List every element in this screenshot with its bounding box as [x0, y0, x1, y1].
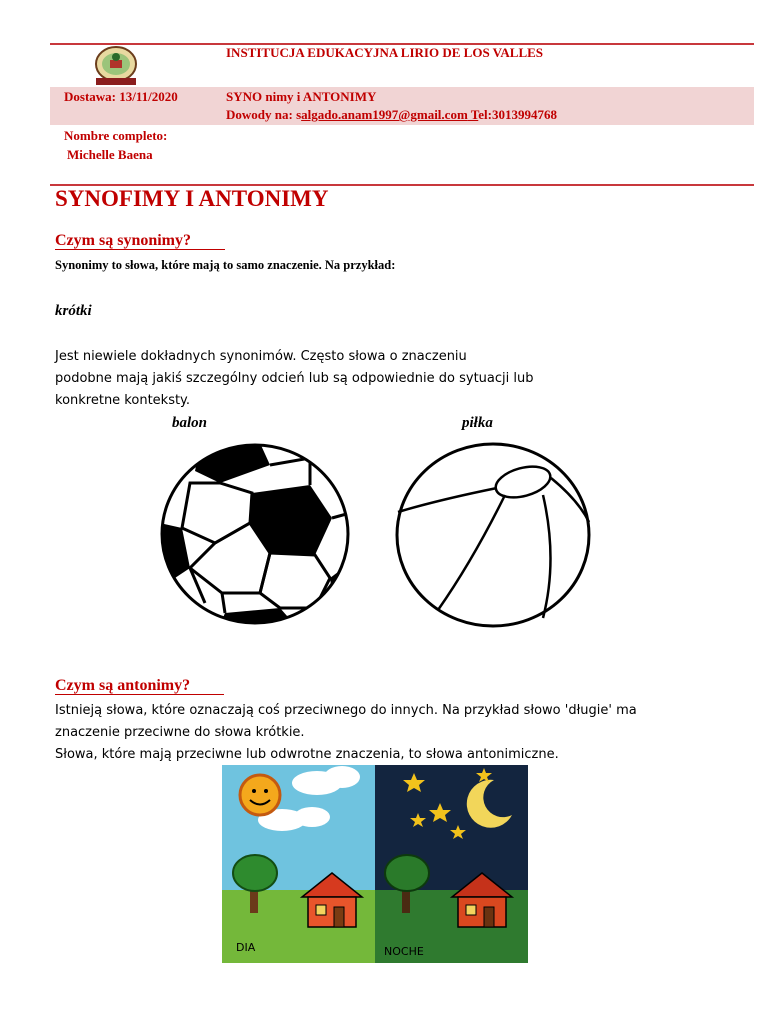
synonyms-heading-text: Czym są synonimy?: [55, 232, 225, 250]
evidence-line: [226, 107, 557, 123]
day-label: DIA: [236, 941, 256, 954]
paragraph-line: konkretne konteksty.: [55, 393, 191, 408]
page-title: SYNOFIMY I ANTONIMY: [55, 186, 329, 211]
school-logo: [92, 44, 140, 86]
name-label: Nombre completo:: [64, 128, 168, 143]
phone-prefix: T: [467, 107, 479, 122]
institution-name: INSTITUCJA EDUKACYJNA LIRIO DE LOS VALLES: [226, 45, 544, 60]
paragraph-line: znaczenie przeciwne do słowa krótkie.: [55, 725, 305, 740]
label-balon: balon: [172, 415, 208, 431]
delivery-date: Dostawa: 13/11/2020: [64, 89, 178, 104]
label-pilka: piłka: [462, 415, 493, 431]
antonyms-heading-text: Czym są antonimy?: [55, 677, 224, 695]
night-label: NOCHE: [384, 945, 424, 958]
paragraph-line: Jest niewiele dokładnych synonimów. Często słowa o znaczeniu: [55, 349, 467, 364]
synonyms-definition: Synonimy to słowa, które mają to samo znaczenie. Na przykład:: [55, 258, 396, 272]
subject-title: SYNO nimy i ANTONIMY: [226, 89, 377, 104]
beach-ball-image: [393, 440, 593, 630]
soccer-ball-image: [160, 443, 350, 625]
phone-number: el:3013994768: [478, 107, 557, 122]
antonyms-paragraph: [55, 700, 745, 766]
day-night-image: [222, 765, 528, 963]
email-link[interactable]: algado.anam1997@gmail.com: [301, 107, 468, 122]
synonyms-paragraph: [55, 346, 715, 412]
paragraph-line: Słowa, które mają przeciwne lub odwrotne znaczenia, to słowa antonimiczne.: [55, 747, 559, 762]
antonyms-heading: [55, 677, 224, 695]
paragraph-line: podobne mają jakiś szczególny odcień lub są odpowiednie do sytuacji lub: [55, 371, 534, 386]
evidence-prefix: Dowody na: s: [226, 107, 302, 122]
synonyms-heading: [55, 232, 225, 250]
example-word: krótki: [55, 303, 92, 319]
paragraph-line: Istnieją słowa, które oznaczają coś przeciwnego do innych. Na przykład słowo 'długie' ma: [55, 703, 637, 718]
name-value: Michelle Baena: [67, 147, 153, 162]
